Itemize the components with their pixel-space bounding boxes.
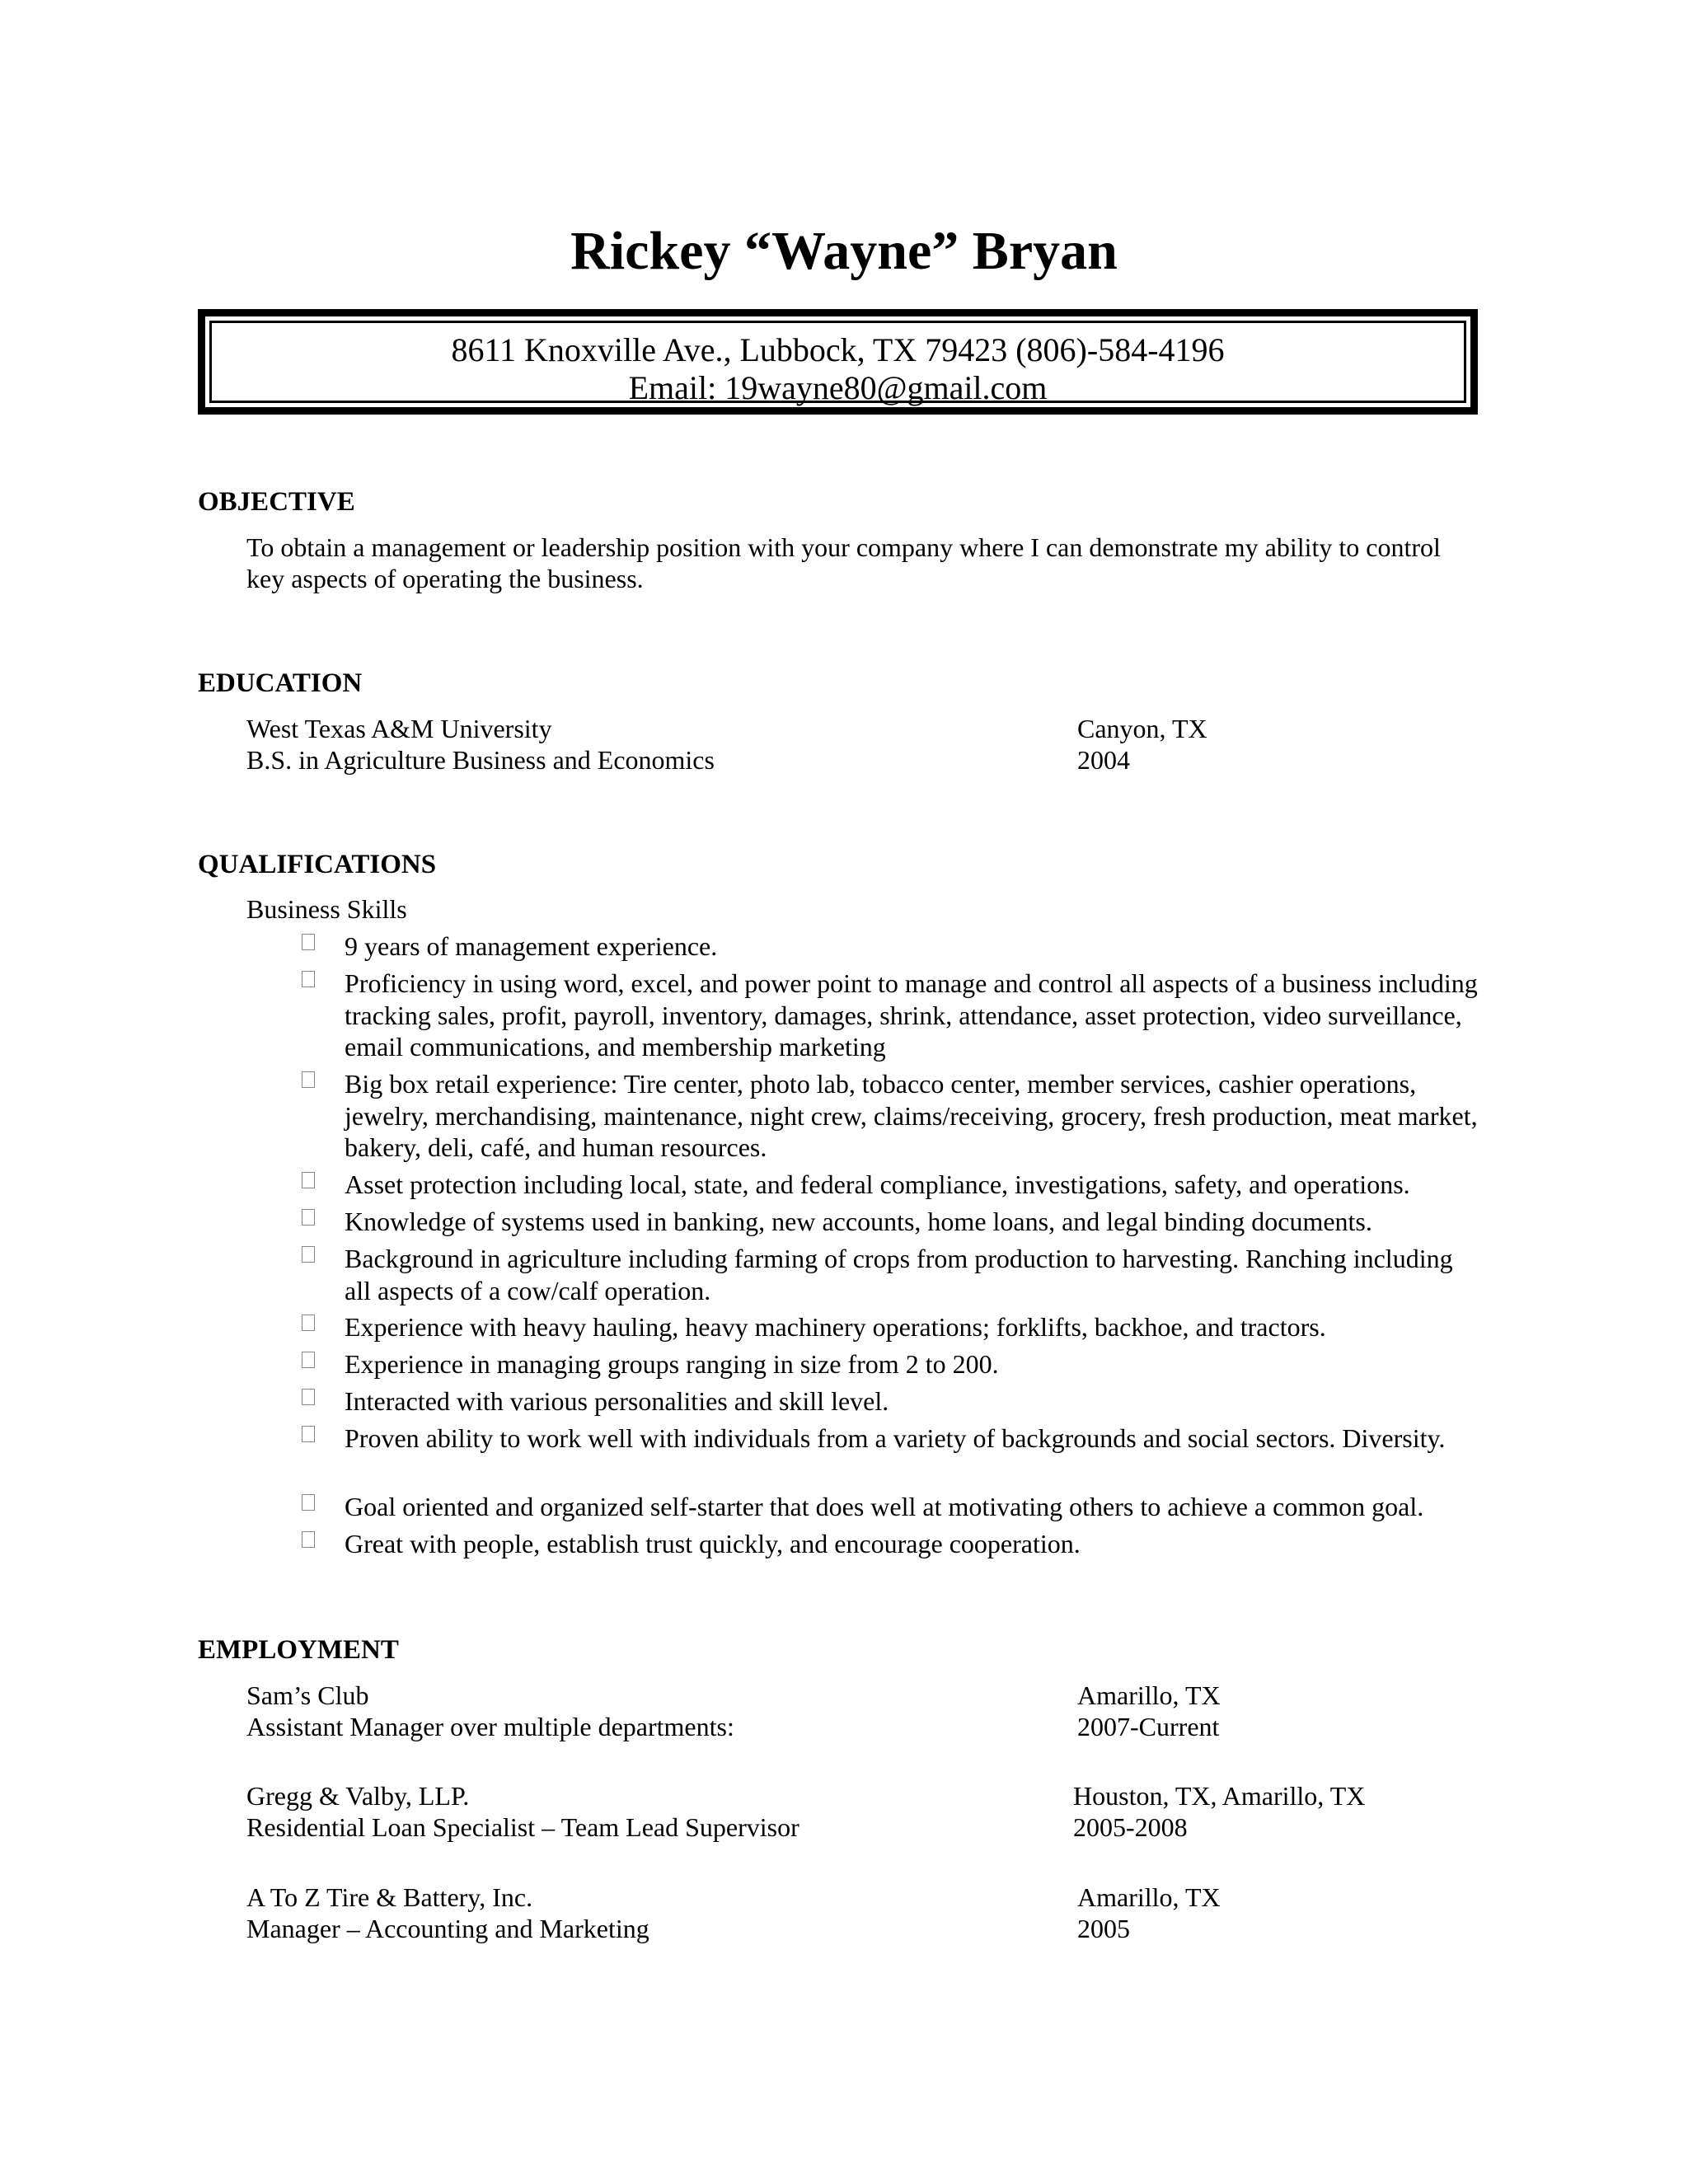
qualifications-subtitle: Business Skills — [246, 894, 407, 924]
list-item-text: Background in agriculture including farming of crops from production to harvesting. Ranching including all aspects of a cow/calf operation. — [345, 1244, 1453, 1305]
contact-box — [198, 309, 1478, 415]
list-item-text: Experience in managing groups ranging in size from 2 to 200. — [345, 1349, 999, 1379]
list-item-text: Proven ability to work well with individuals from a variety of backgrounds and social sectors. Diversity. — [345, 1423, 1446, 1453]
address-phone: 8611 Knoxville Ave., Lubbock, TX 79423 (806)-584-4196 — [451, 331, 1225, 368]
list-item-text: 9 years of management experience. — [345, 931, 718, 961]
checkbox-bullet-icon — [302, 1426, 315, 1442]
job-role: Assistant Manager over multiple departments: — [246, 1712, 734, 1741]
education-degree: B.S. in Agriculture Business and Economics — [246, 745, 715, 775]
list-item-text: Big box retail experience: Tire center, photo lab, tobacco center, member services, cashier operations, jewelry, merchandising, maintenance, night crew, claims/receiving, grocery, fresh production, meat market, bakery, deli, café, and human resources. — [345, 1069, 1478, 1162]
list-item-text: Experience with heavy hauling, heavy machinery operations; forklifts, backhoe, and tractors. — [345, 1312, 1326, 1342]
checkbox-bullet-icon — [302, 1315, 315, 1331]
qualifications-heading: QUALIFICATIONS — [198, 850, 437, 879]
list-item-text: Goal oriented and organized self-starter that does well at motivating others to achieve a common goal. — [345, 1492, 1424, 1521]
employment-heading: EMPLOYMENT — [198, 1635, 399, 1665]
education-heading: EDUCATION — [198, 668, 363, 698]
job-company: A To Z Tire & Battery, Inc. — [246, 1882, 533, 1912]
list-item-text: Interacted with various personalities and skill level. — [345, 1386, 889, 1416]
checkbox-bullet-icon — [302, 1246, 315, 1263]
list-item-text: Asset protection including local, state, and federal compliance, investigations, safety, and operations. — [345, 1169, 1410, 1199]
checkbox-bullet-icon — [302, 1389, 315, 1405]
job-location: Houston, TX, Amarillo, TX — [1073, 1781, 1366, 1811]
list-item-text: Proficiency in using word, excel, and power point to manage and control all aspects of a business including tracking sales, profit, payroll, inventory, damages, shrink, attendance, asset protection, video surveillance, email communications, and membership marketing — [345, 968, 1478, 1062]
objective-text: To obtain a management or leadership position with your company where I can demonstrate my ability to control key aspects of operating the business. — [246, 532, 1441, 593]
education-school: West Texas A&M University — [246, 714, 552, 743]
education-year: 2004 — [1077, 745, 1130, 775]
job-dates: 2005 — [1077, 1914, 1130, 1943]
job-company: Gregg & Valby, LLP. — [246, 1781, 470, 1811]
checkbox-bullet-icon — [302, 1071, 315, 1088]
job-company: Sam’s Club — [246, 1680, 369, 1710]
checkbox-bullet-icon — [302, 971, 315, 987]
job-location: Amarillo, TX — [1077, 1882, 1221, 1912]
education-location: Canyon, TX — [1077, 714, 1207, 743]
list-item-text: Knowledge of systems used in banking, new accounts, home loans, and legal binding documents. — [345, 1207, 1372, 1236]
contact-box-inner — [209, 321, 1466, 406]
resume-name: Rickey “Wayne” Bryan — [570, 221, 1118, 281]
list-item-text: Great with people, establish trust quickly, and encourage cooperation. — [345, 1529, 1081, 1558]
job-dates: 2005-2008 — [1073, 1812, 1188, 1842]
checkbox-bullet-icon — [302, 1531, 315, 1548]
checkbox-bullet-icon — [302, 1352, 315, 1368]
checkbox-bullet-icon — [302, 934, 315, 950]
objective-heading: OBJECTIVE — [198, 487, 355, 517]
checkbox-bullet-icon — [302, 1494, 315, 1511]
job-dates: 2007-Current — [1077, 1712, 1220, 1741]
job-role: Manager – Accounting and Marketing — [246, 1914, 649, 1943]
job-location: Amarillo, TX — [1077, 1680, 1221, 1710]
checkbox-bullet-icon — [302, 1172, 315, 1188]
checkbox-bullet-icon — [302, 1209, 315, 1226]
job-role: Residential Loan Specialist – Team Lead Supervisor — [246, 1812, 799, 1842]
email: Email: 19wayne80@gmail.com — [628, 369, 1048, 406]
